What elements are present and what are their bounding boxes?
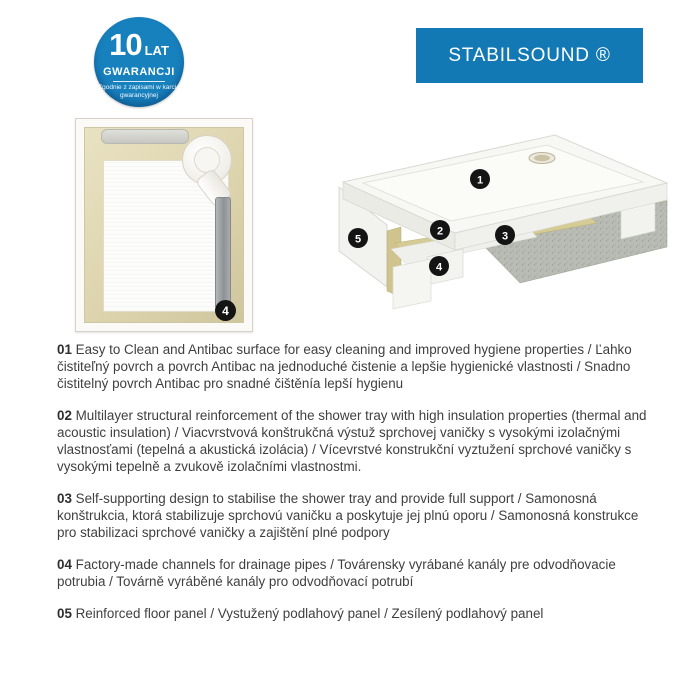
exploded-tray-diagram: [335, 125, 670, 320]
svg-text:5: 5: [354, 233, 362, 246]
drain-hole-inner: [534, 155, 550, 161]
feature-paragraph-05: [57, 605, 649, 622]
paragraph-text: Self-supporting design to stabilise the shower tray and provide full support / Samonosná konštrukcia, ktorá stabilizuje sprchovú vaničku a poskytuje jej plnú oporu / Samonosná konstrukce pro stabilizaci sprchové vaničky a zajištění plné podpory: [57, 491, 639, 540]
feature-paragraph-03: [57, 490, 649, 541]
diagram-marker-4: [429, 256, 449, 276]
paragraph-text: Easy to Clean and Antibac surface for easy cleaning and improved hygiene properties / Ľahko čistiteľný povrch a povrch Antibac na jednoduché čistenie a lepšie hygienické vlastnosti / Snadno čistitelný povrch Antibac pro snadné čištěnía lepší hygienu: [57, 342, 632, 391]
paragraph-text: Factory-made channels for drainage pipes / Továrensky vyrábané kanály pre odvodňovacie potrubia / Továrně vyráběné kanály pro odvodňovací potrubí: [57, 557, 616, 589]
warranty-note-line2: gwarancyjnej: [120, 91, 158, 99]
warranty-years: [94, 27, 184, 65]
svg-text:4: 4: [435, 261, 443, 274]
diagram-marker-1: [470, 169, 490, 189]
paragraph-number: 04: [57, 557, 72, 572]
tray-underside-photo: [75, 118, 253, 332]
diagram-marker-5: [348, 228, 368, 248]
warranty-word: GWARANCJI: [103, 66, 175, 78]
warranty-years-number: 10: [109, 27, 142, 62]
paragraph-number: 02: [57, 408, 72, 423]
feature-paragraph-01: [57, 341, 649, 392]
paragraph-number: 03: [57, 491, 72, 506]
drainage-channel: [101, 129, 189, 144]
svg-text:2: 2: [436, 225, 444, 238]
warranty-badge: [94, 17, 184, 107]
support-foot-front: [393, 259, 431, 309]
product-name: STABILSOUND ®: [448, 44, 611, 66]
siphon-cap: [194, 147, 220, 173]
product-name-banner: [416, 28, 643, 83]
drain-pipe: [215, 197, 231, 309]
feature-list: [57, 341, 649, 637]
warranty-note-line1: Zgodnie z zapisami w karcie: [98, 84, 180, 91]
diagram-marker-3: [495, 225, 515, 245]
feature-paragraph-02: [57, 407, 649, 475]
warranty-years-unit: LAT: [144, 43, 169, 58]
paragraph-number: 05: [57, 606, 72, 621]
exploded-tray-svg: [335, 125, 670, 320]
paragraph-number: 01: [57, 342, 72, 357]
badge-divider: [113, 81, 165, 82]
diagram-marker-2: [430, 220, 450, 240]
feature-paragraph-04: [57, 556, 649, 590]
paragraph-text: Multilayer structural reinforcement of the shower tray with high insulation properties (thermal and acoustic insulation) / Viacvrstvová konštrukčná výstuž sprchovej vaničky s vysokými izolačnými vlastnosťami (tepelná a akustická izolácia) / Vícevrstvé konstrukční vyztužení sprchové vaničky s vysokými tepelně a zvukově izolačními vlastnostmi.: [57, 408, 647, 474]
paragraph-text: Reinforced floor panel / Vystužený podlahový panel / Zesílený podlahový panel: [75, 606, 544, 621]
svg-text:3: 3: [501, 230, 509, 243]
photo-marker-4: 4: [215, 300, 236, 321]
svg-text:1: 1: [476, 174, 484, 187]
